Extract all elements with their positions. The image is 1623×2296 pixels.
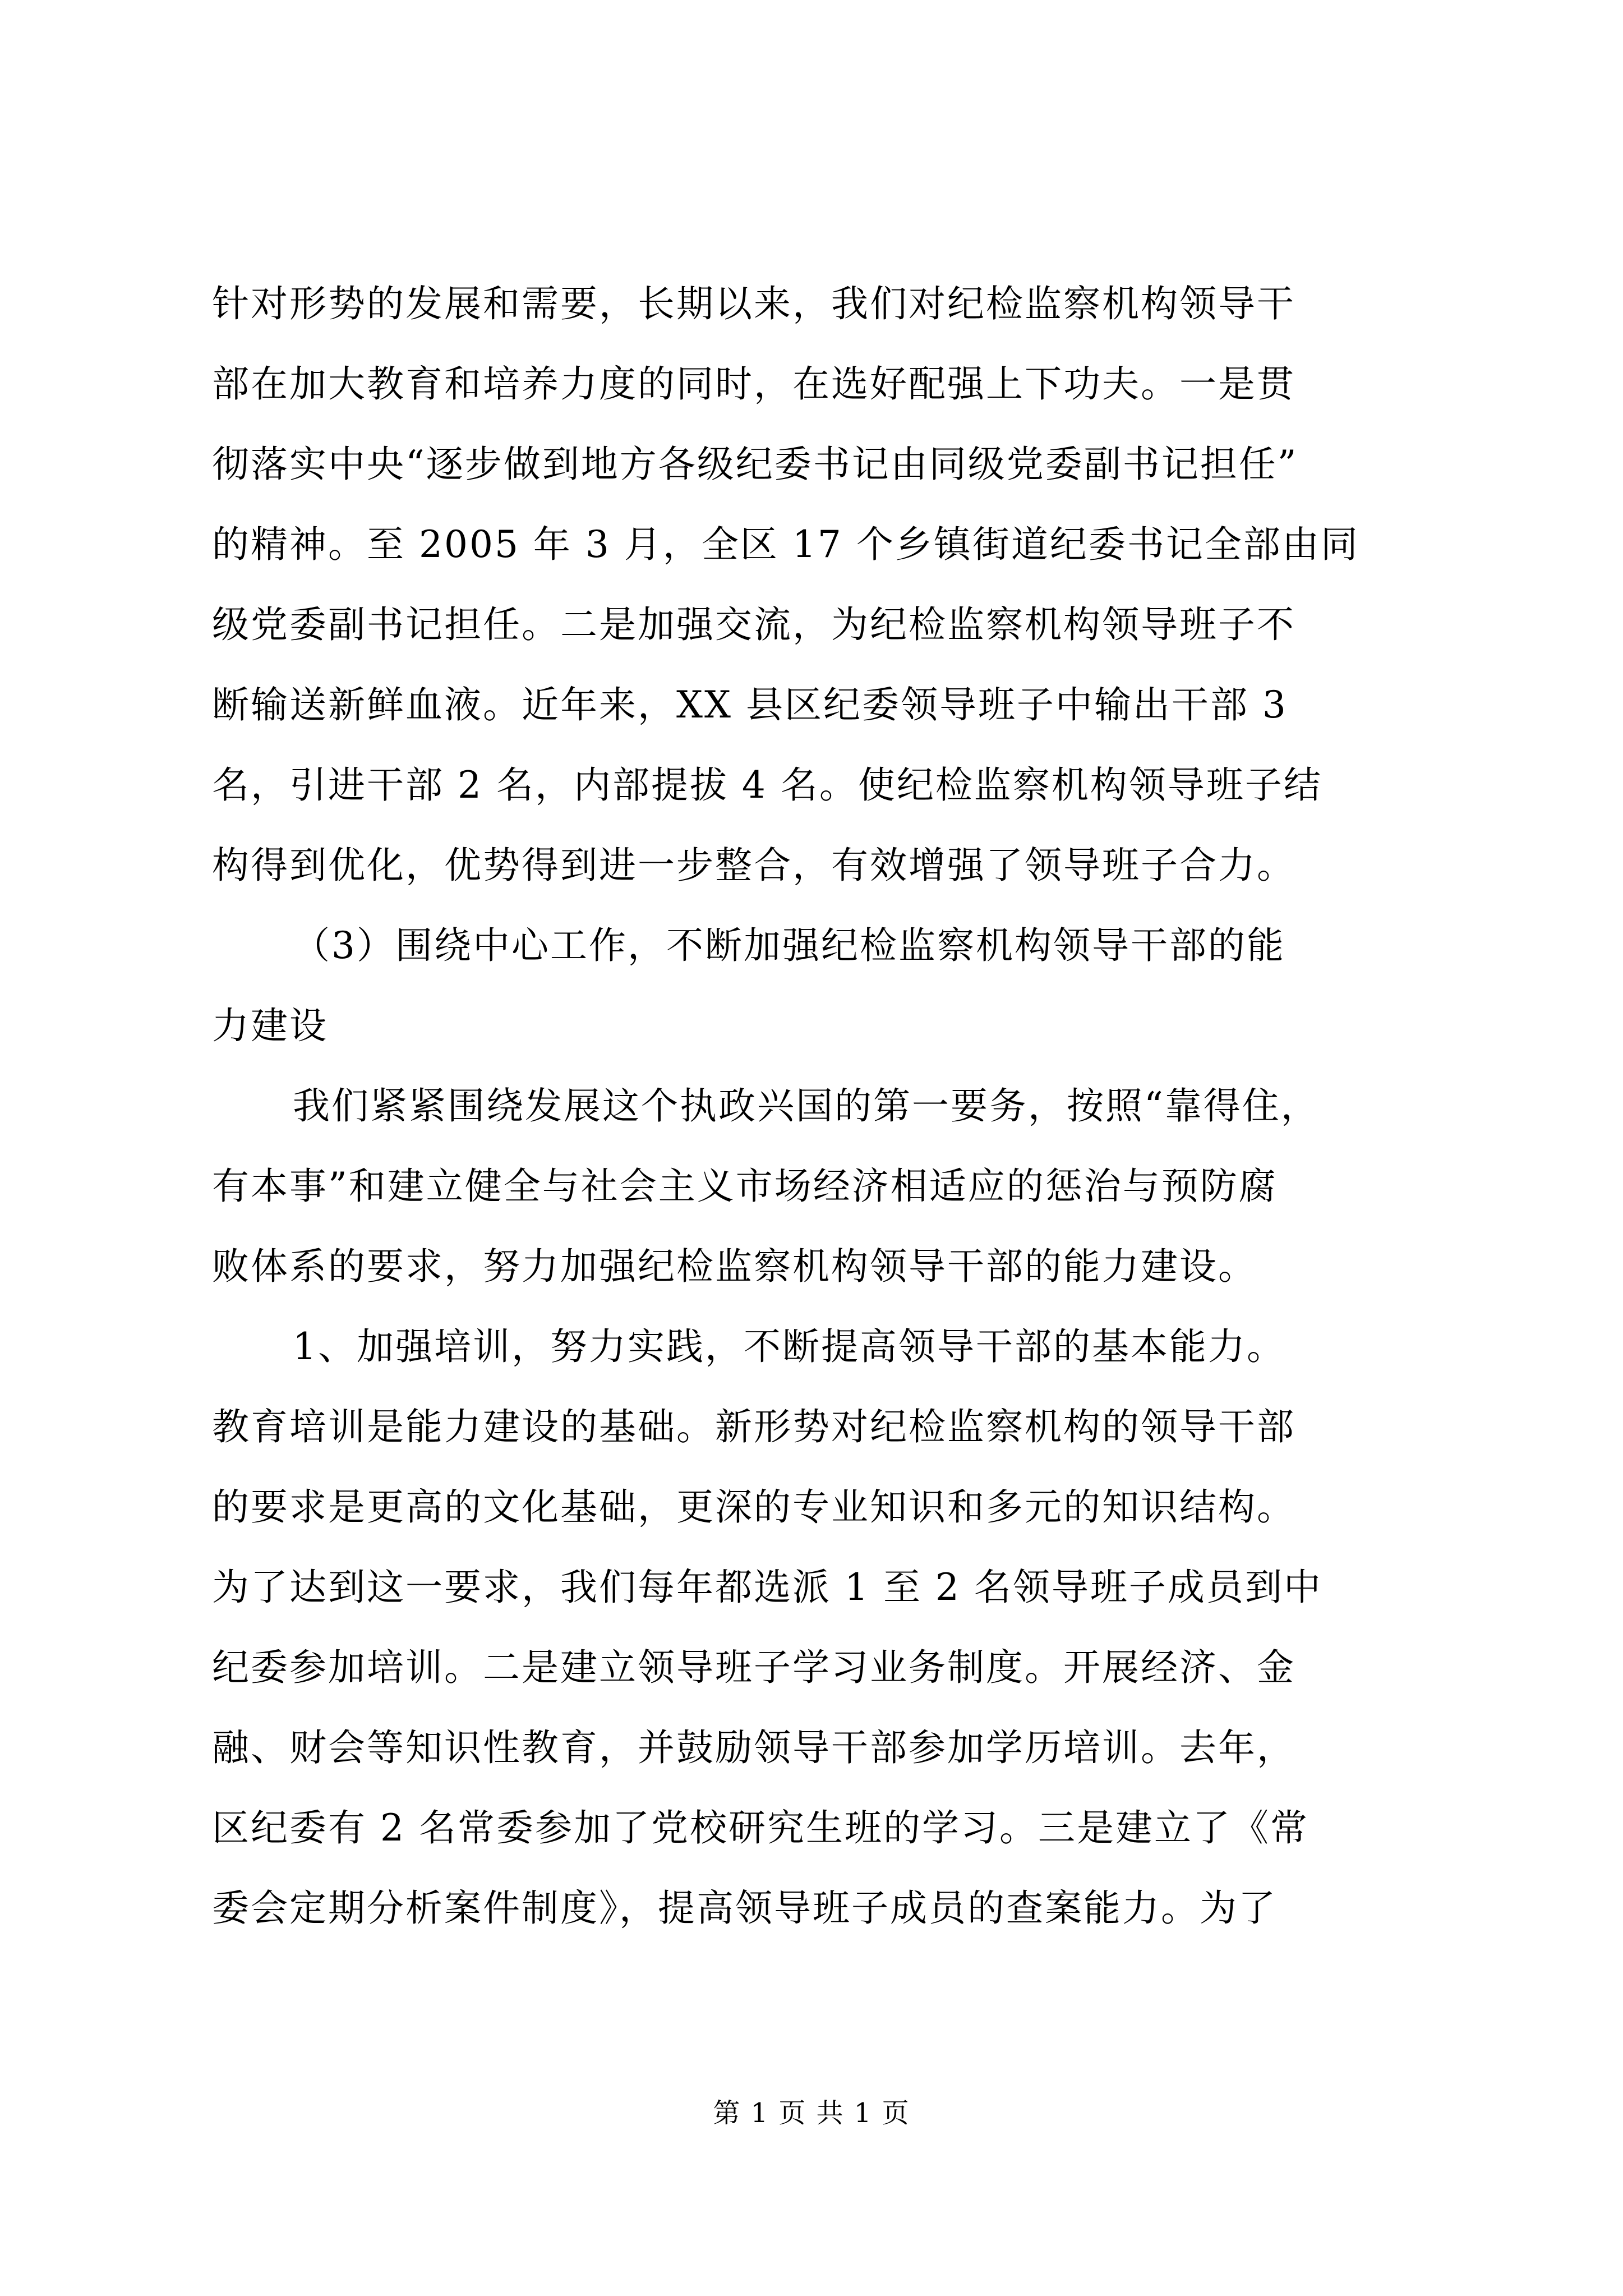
subheading-line: 1、加强培训，努力实践，不断提高领导干部的基本能力。: [293, 1325, 1285, 1368]
text-line: 纪委参加培训。二是建立领导班子学习业务制度。开展经济、金: [212, 1646, 1295, 1689]
page-footer: 第 1 页 共 1 页: [713, 2097, 910, 2129]
text-line: 区纪委有 2 名常委参加了党校研究生班的学习。三是建立了《常: [212, 1806, 1309, 1849]
text-line: 断输送新鲜血液。近年来，XX 县区纪委领导班子中输出干部 3: [212, 683, 1288, 726]
text-line: 我们紧紧围绕发展这个执政兴国的第一要务，按照“靠得住，: [293, 1084, 1320, 1128]
text-line: 的要求是更高的文化基础，更深的专业知识和多元的知识结构。: [212, 1485, 1295, 1529]
text-line: 级党委副书记担任。二是加强交流，为纪检监察机构领导班子不: [212, 603, 1295, 646]
text-line: 彻落实中央“逐步做到地方各级纪委书记由同级党委副书记担任”: [212, 443, 1298, 486]
text-line: 部在加大教育和培养力度的同时，在选好配强上下功夫。一是贯: [212, 362, 1295, 406]
text-line: 有本事”和建立健全与社会主义市场经济相适应的惩治与预防腐: [212, 1165, 1278, 1208]
text-line: 教育培训是能力建设的基础。新形势对纪检监察机构的领导干部: [212, 1405, 1295, 1448]
text-line: 融、财会等知识性教育，并鼓励领导干部参加学历培训。去年，: [212, 1726, 1295, 1769]
text-line: 败体系的要求，努力加强纪检监察机构领导干部的能力建设。: [212, 1245, 1257, 1288]
document-body: [212, 264, 1412, 1948]
section-heading-line: 力建设: [212, 1004, 328, 1047]
text-line: 为了达到这一要求，我们每年都选派 1 至 2 名领导班子成员到中: [212, 1566, 1322, 1609]
text-line: 的精神。至 2005 年 3 月，全区 17 个乡镇街道纪委书记全部由同: [212, 523, 1359, 566]
text-line: 针对形势的发展和需要，长期以来，我们对纪检监察机构领导干: [212, 282, 1295, 325]
text-line: 委会定期分析案件制度》，提高领导班子成员的查案能力。为了: [212, 1887, 1277, 1930]
text-line: 构得到优化，优势得到进一步整合，有效增强了领导班子合力。: [212, 844, 1295, 887]
section-heading-line: （3）围绕中心工作，不断加强纪检监察机构领导干部的能: [293, 924, 1285, 967]
text-line: 名，引进干部 2 名，内部提拔 4 名。使纪检监察机构领导班子结: [212, 763, 1322, 807]
